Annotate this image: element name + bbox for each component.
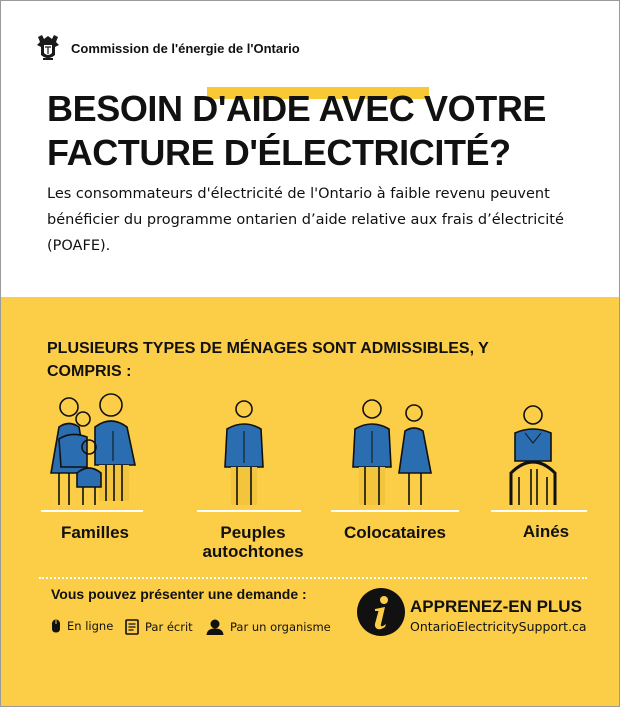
apply-method-written bbox=[125, 619, 193, 635]
ontario-coat-of-arms-icon bbox=[35, 33, 61, 63]
household-label-indigenous-line-2: autochtones bbox=[202, 542, 304, 561]
mouse-icon bbox=[51, 619, 61, 633]
apply-method-written-label: Par écrit bbox=[145, 620, 193, 634]
roommates-icon bbox=[353, 400, 431, 505]
organization-name: Commission de l'énergie de l'Ontario bbox=[71, 40, 300, 56]
header bbox=[35, 31, 300, 65]
household-label-indigenous bbox=[191, 523, 315, 561]
document-icon bbox=[125, 619, 139, 635]
learn-more-title: APPRENEZ-EN PLUS bbox=[410, 597, 582, 616]
learn-more-link[interactable]: OntarioElectricitySupport.ca bbox=[410, 619, 587, 634]
intro-text: Les consommateurs d'électricité de l'Ontario à faible revenu peuvent bénéficier du programme ontarien d’aide relative aux frais d’électricité (POAFE). bbox=[47, 186, 564, 254]
household-label-families: Familles bbox=[60, 523, 130, 542]
info-icon bbox=[357, 588, 405, 636]
household-label-roommates: Colocataires bbox=[343, 523, 447, 542]
page-title-line-2: FACTURE D'ÉLECTRICITÉ? bbox=[47, 132, 511, 173]
divider bbox=[39, 577, 587, 579]
indigenous-person-icon bbox=[225, 401, 263, 505]
household-label-indigenous-line-1: Peuples bbox=[220, 523, 286, 542]
households-title: PLUSIEURS TYPES DE MÉNAGES SONT ADMISSIBLES, Y COMPRIS : bbox=[47, 340, 489, 380]
apply-method-online bbox=[51, 619, 113, 633]
apply-method-organization bbox=[206, 619, 331, 635]
apply-method-organization-label: Par un organisme bbox=[230, 620, 331, 634]
apply-method-online-label: En ligne bbox=[67, 619, 114, 633]
household-label-seniors: Ainés bbox=[522, 522, 570, 541]
page-title bbox=[47, 87, 607, 175]
page-title-line-1: BESOIN D'AIDE AVEC VOTRE bbox=[47, 88, 547, 129]
household-illustrations bbox=[1, 387, 620, 515]
senior-with-walker-icon bbox=[511, 406, 555, 505]
apply-title: Vous pouvez présenter une demande : bbox=[51, 586, 307, 602]
family-icon bbox=[51, 394, 135, 505]
person-icon bbox=[206, 619, 224, 635]
